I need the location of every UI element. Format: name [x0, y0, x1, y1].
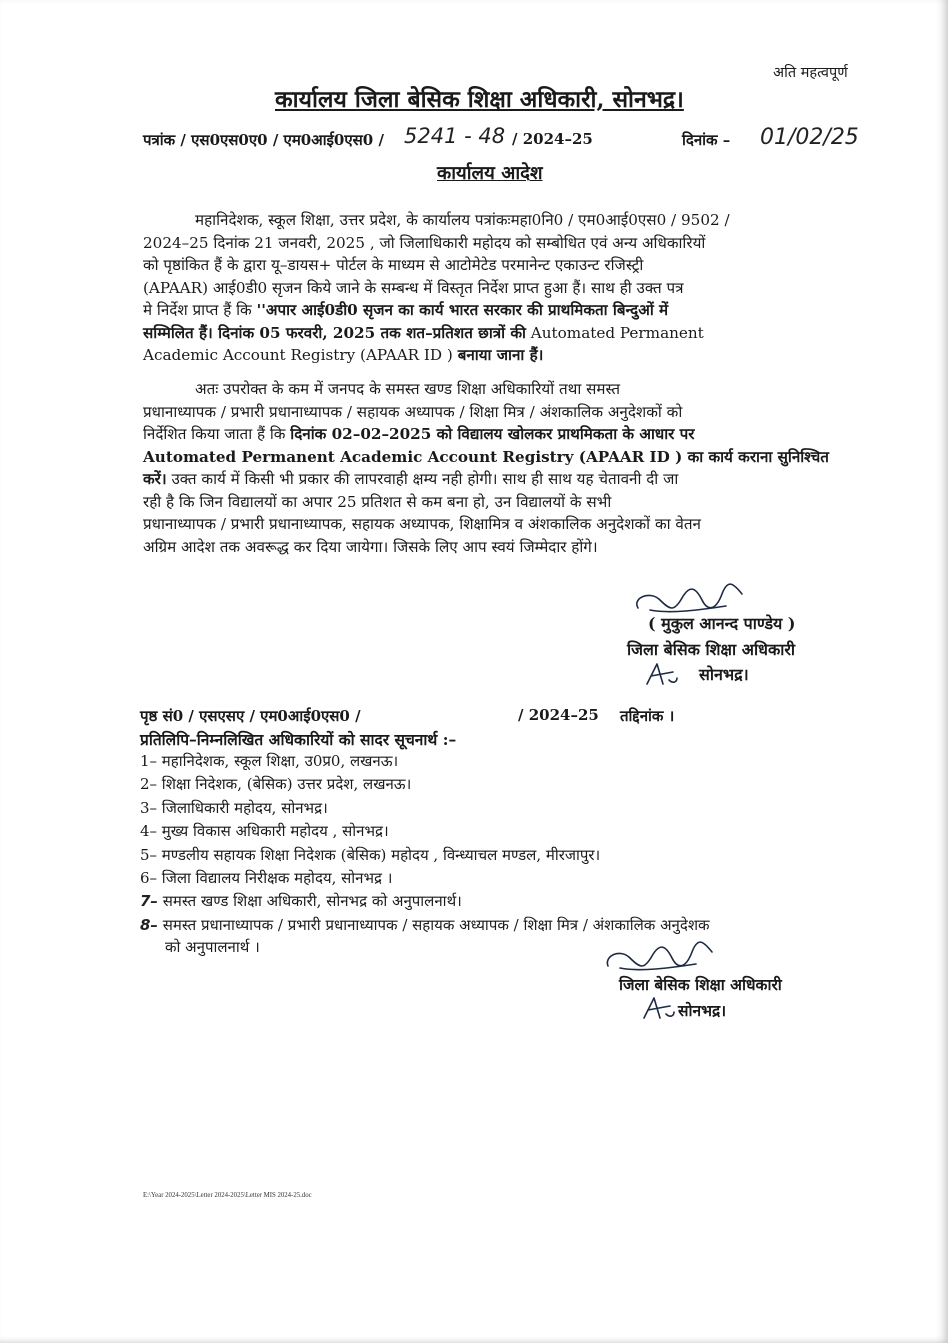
text-line	[143, 468, 858, 491]
copy-heading: प्रतिलिपि–निम्नलिखित अधिकारियों को सादर सूचनार्थ :–	[140, 730, 457, 749]
list-item	[140, 890, 860, 912]
order-title: कार्यालय आदेश	[437, 163, 543, 184]
text-line: प्रधानाध्यापक / प्रभारी प्रधानाध्यापक, सहायक अध्यापक, शिक्षामित्र व अंशकालिक अनुदेशकों का वेतन	[143, 515, 701, 533]
reference-prefix: पत्रांक / एस0एस0ए0 / एम0आई0एस0 /	[143, 131, 384, 149]
list-item: 5– मण्डलीय सहायक शिक्षा निदेशक (बेसिक) महोदय , विन्ध्याचल मण्डल, मीरजापुर।	[140, 845, 601, 864]
emphasis-text: दिनांक 02–02–2025 को विद्यालय खोलकर प्राथमिकता के आधार पर	[290, 425, 695, 443]
text-run: Automated Permanent	[530, 323, 704, 342]
text-line	[143, 322, 858, 345]
text-line	[143, 344, 858, 367]
text-line	[143, 423, 858, 446]
text-line: अतः उपरोक्त के कम में जनपद के समस्त खण्ड शिक्षा अधिकारियों तथा समस्त	[195, 380, 621, 398]
text-line: प्रधानाध्यापक / प्रभारी प्रधानाध्यापक / सहायक अध्यापक / शिक्षा मित्र / अंशकालिक अनुदेशकों को	[143, 402, 683, 421]
text-line	[143, 299, 858, 322]
text-line: (APAAR) आई0डी0 सृजन किये जाने के सम्बन्ध में विस्तृत निर्देश प्राप्त हुआ हैं। साथ ही उक्त पत्र	[143, 278, 684, 297]
emphasis-text: सम्मिलित हैं। दिनांक 05 फरवरी, 2025 तक शत–प्रतिशत छात्रों की	[143, 323, 526, 342]
paragraph-2	[143, 378, 858, 558]
initials-mark	[640, 994, 676, 1022]
text-line: को पृष्ठांकित हैं के द्वारा यू–डायस+ पोर्टल के माध्यम से आटोमेटेड परमानेन्ट एकाउन्ट रजिस्ट्री	[143, 256, 644, 274]
text-run: मे निर्देश प्राप्त हैं कि	[143, 301, 252, 319]
emphasis-line: Automated Permanent Academic Account Registry (APAAR ID ) का कार्य कराना सुनिश्चित	[143, 447, 829, 466]
list-item-text: समस्त प्रधानाध्यापक / प्रभारी प्रधानाध्यापक / सहायक अध्यापक / शिक्षा मित्र / अंशकालिक अनुदेशक	[162, 915, 710, 934]
text-line: अग्रिम आदेश तक अवरूद्ध कर दिया जायेगा। जिसके लिए आप स्वयं जिम्मेदार होंगे।	[143, 537, 598, 556]
copy-reference-year: / 2024–25	[518, 706, 599, 724]
list-item: 2– शिक्षा निदेशक, (बेसिक) उत्तर प्रदेश, लखनऊ।	[140, 775, 412, 794]
copy-reference: पृष्ठ सं0 / एसएसए / एम0आई0एस0 /	[140, 707, 361, 725]
signatory-designation: जिला बेसिक शिक्षा अधिकारी	[619, 975, 782, 994]
copy-reference-date: तद्दिनांक ।	[620, 707, 675, 725]
reference-number-handwritten: 5241 - 48	[404, 124, 506, 148]
copy-list	[140, 750, 860, 958]
date-handwritten: 01/02/25	[760, 125, 859, 150]
initials-mark	[643, 660, 679, 688]
signature-mark	[602, 940, 722, 976]
text-line: रही है कि जिन विद्यालयों का अपार 25 प्रतिशत से कम बना हो, उन विद्यालयों के सभी	[143, 492, 612, 511]
signatory-designation: जिला बेसिक शिक्षा अधिकारी	[627, 640, 796, 659]
list-item-continuation: को अनुपालनार्थ ।	[165, 937, 260, 956]
list-item: 6– जिला विद्यालय निरीक्षक महोदय, सोनभद्र ।	[140, 868, 393, 887]
list-item: 3– जिलाधिकारी महोदय, सोनभद्र।	[140, 798, 328, 817]
list-item-text: समस्त खण्ड शिक्षा अधिकारी, सोनभद्र को अनुपालनार्थ।	[162, 892, 462, 911]
text-run: निर्देशित किया जाता हैं कि	[143, 425, 286, 443]
signatory-place: सोनभद्र।	[699, 665, 749, 684]
list-item	[140, 914, 860, 936]
importance-note: अति महत्वपूर्ण	[773, 65, 848, 81]
emphasis-text: करें।	[143, 470, 167, 488]
emphasis-text: बनाया जाना हैं।	[457, 346, 544, 364]
paragraph-1	[143, 209, 858, 367]
signatory-name: ( मुकुल आनन्द पाण्डेय )	[648, 614, 796, 633]
file-path: E:\Year 2024-2025\Letter 2024-2025\Letter MIS 2024-25.doc	[143, 1192, 312, 1199]
text-line: महानिदेशक, स्कूल शिक्षा, उत्तर प्रदेश, के कार्यालय पत्रांकःमहा0नि0 / एम0आई0एस0 / 9502 /	[195, 211, 730, 229]
text-line: 2024–25 दिनांक 21 जनवरी, 2025 , जो जिलाधिकारी महोदय को सम्बोधित एवं अन्य अधिकारियों	[143, 233, 706, 252]
reference-year: / 2024–25	[512, 130, 593, 148]
list-item: 4– मुख्य विकास अधिकारी महोदय , सोनभद्र।	[140, 822, 389, 841]
list-item: 1– महानिदेशक, स्कूल शिक्षा, उ0प्र0, लखनऊ।	[140, 752, 399, 770]
emphasis-text: ''अपार आई0डी0 सृजन का कार्य भारत सरकार की प्राथमिकता बिन्दुओं में	[256, 301, 669, 319]
handwritten-number-8: 8–	[140, 915, 158, 934]
handwritten-number-7: 7–	[140, 892, 158, 911]
text-run: उक्त कार्य में किसी भी प्रकार की लापरवाही क्षम्य नही होगी। साथ ही साथ यह चेतावनी दी जा	[171, 470, 679, 488]
date-label: दिनांक –	[682, 131, 731, 149]
text-run: Academic Account Registry (APAAR ID )	[143, 346, 453, 364]
signatory-place: सोनभद्र।	[678, 1001, 727, 1020]
office-title: कार्यालय जिला बेसिक शिक्षा अधिकारी, सोनभद्र।	[275, 86, 684, 113]
